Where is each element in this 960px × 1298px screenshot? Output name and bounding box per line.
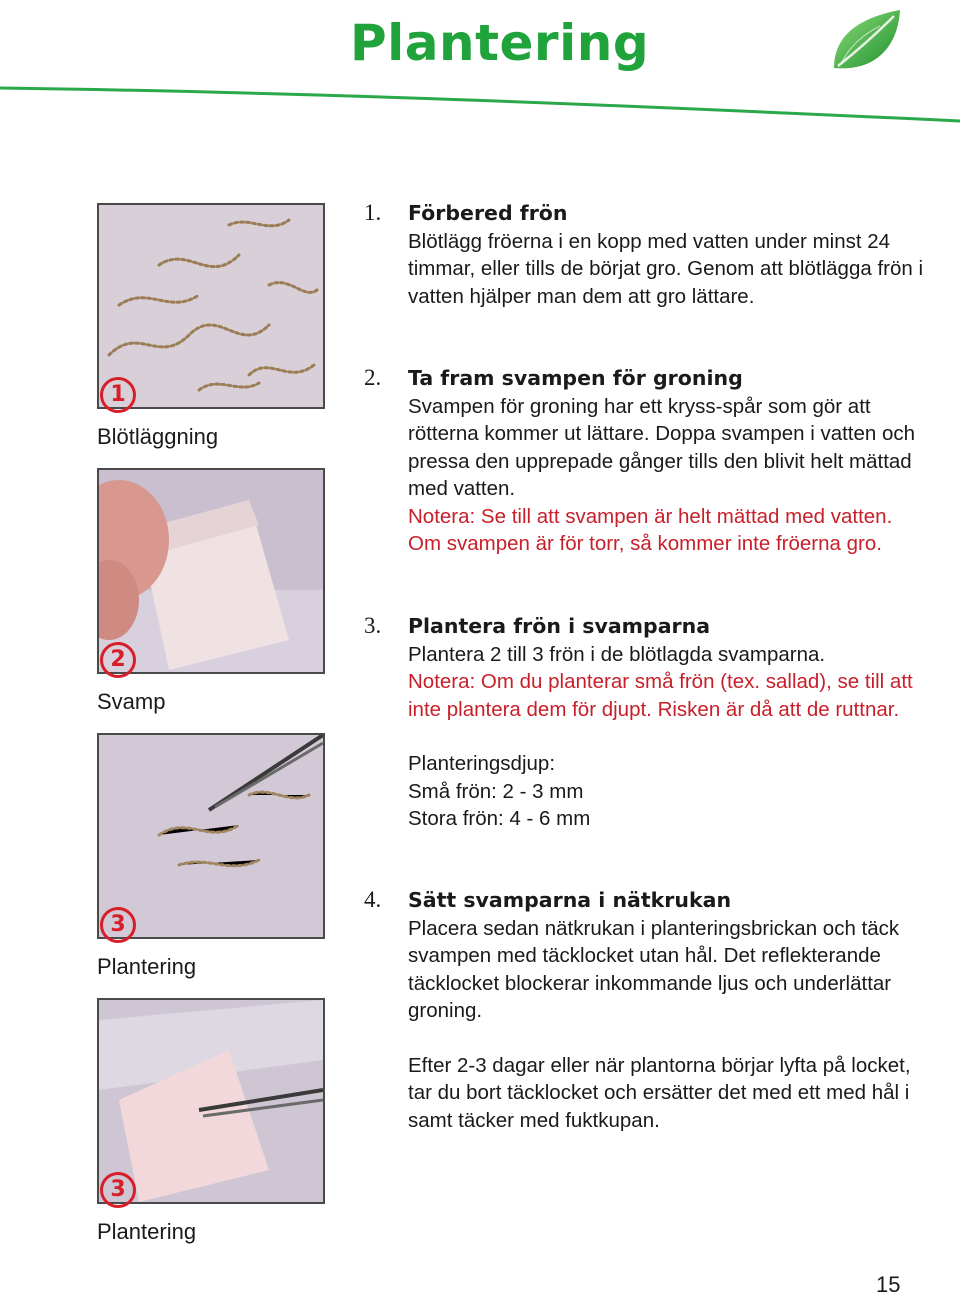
photo-sponge — [97, 468, 325, 674]
depth-label: Planteringsdjup: — [408, 752, 556, 775]
photo-caption: Blötläggning — [97, 424, 219, 449]
step-text: Placera sedan nätkrukan i planteringsbrickan och täck svampen med täcklocket utan hål. Det reflekterande täcklocket blockerar inkommande ljus och underlättar groning. — [408, 916, 900, 1022]
depth-large: Stora frön: 4 - 6 mm — [408, 807, 591, 830]
page-number: 15 — [876, 1272, 901, 1297]
step-number: 2. — [364, 365, 382, 390]
step-heading: Sätt svamparna i nätkrukan — [408, 888, 732, 912]
step-number: 1. — [364, 200, 382, 225]
step-note: Notera: Se till att svampen är helt mättad med vatten. Om svampen är för torr, så kommer inte fröerna gro. — [408, 504, 893, 555]
step-badge: 3 — [100, 907, 136, 943]
step-number: 3. — [364, 613, 382, 638]
step-heading: Ta fram svampen för groning — [408, 366, 743, 390]
step-3 — [364, 613, 924, 833]
step-note: Notera: Om du planterar små frön (tex. sallad), se till att inte plantera dem för djupt. Risken är då att de ruttnar. — [408, 670, 913, 721]
step-text: Plantera 2 till 3 frön i de blötlagda svamparna. — [408, 642, 826, 666]
step-number: 4. — [364, 887, 382, 912]
step-badge: 3 — [100, 1172, 136, 1208]
step-4 — [364, 887, 924, 1134]
step-heading: Plantera frön i svamparna — [408, 614, 711, 638]
step-badge: 1 — [100, 377, 136, 413]
depth-small: Små frön: 2 - 3 mm — [408, 779, 584, 803]
photo-planting — [97, 998, 325, 1204]
photo-caption: Svamp — [97, 689, 166, 714]
photo-caption: Plantering — [97, 954, 197, 979]
step-badge: 2 — [100, 642, 136, 678]
step-1 — [364, 200, 924, 310]
step-text: Blötlägg fröerna i en kopp med vatten under minst 24 timmar, eller tills de börjat gro. Genom att blötlägga frön i vatten hjälper man dem att gro lättare. — [408, 229, 924, 308]
step-2 — [364, 365, 924, 558]
leaf-icon — [828, 6, 908, 76]
page-title: Plantering — [350, 14, 650, 72]
header-rule — [0, 0, 960, 130]
step-text: Svampen för groning har ett kryss-spår som gör att rötterna kommer ut lättare. Doppa svampen i vatten och pressa den upprepade gånger tills den blivit helt mättad med vatten. — [408, 394, 916, 500]
step-heading: Förbered frön — [408, 201, 568, 225]
step-text-followup: Efter 2-3 dagar eller när plantorna börjar lyfta på locket, tar du bort täcklocket och ersätter det med ett med hål i samt täcker med fuktkupan. — [408, 1053, 911, 1132]
photo-tweezers-seeds — [97, 733, 325, 939]
photo-soaking — [97, 203, 325, 409]
photo-caption: Plantering — [97, 1219, 197, 1244]
